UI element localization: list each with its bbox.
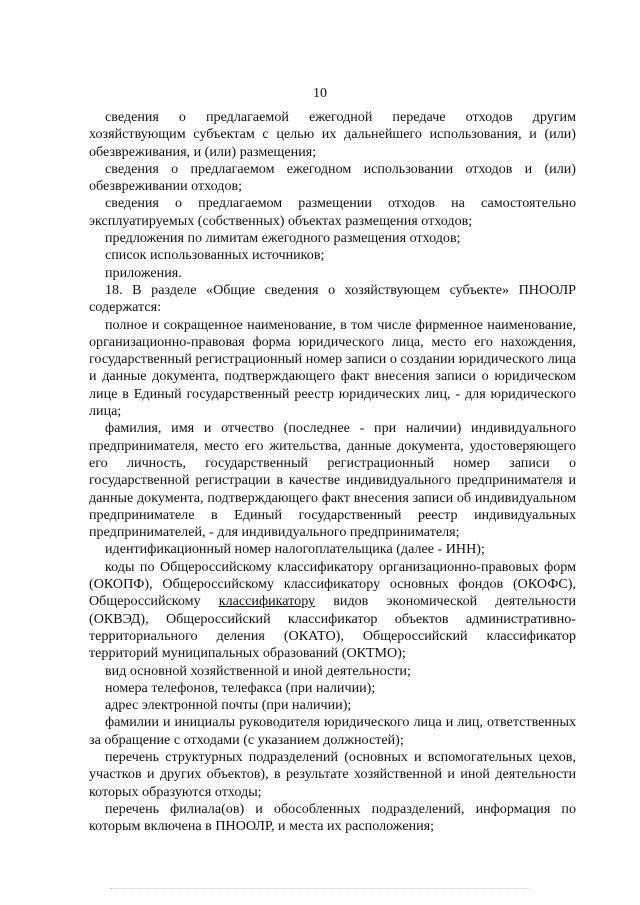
page-number: 10 <box>313 86 327 101</box>
classifier-text-before: коды по Общероссийскому классификатору организационно-правовых форм (ОКОПФ), Общероссийскому классификатору основных фондов (ОКОФС), Общероссийскому <box>89 558 576 610</box>
paragraph-appendices: приложения. <box>105 264 182 281</box>
paragraph-waste-transfer: сведения о предлагаемой ежегодной передаче отходов другим хозяйствующим субъектам с целью их дальнейшего использования, и (или) обезвреживания, и (или) размещения; <box>89 109 576 160</box>
paragraph-responsible-persons: фамилии и инициалы руководителя юридического лица и лиц, ответственных за обращение с отходами (с указанием должностей); <box>89 714 576 748</box>
paragraph-sources: список использованных источников; <box>105 247 325 264</box>
paragraph-waste-placement: сведения о предлагаемом размещении отходов на самостоятельно эксплуатируемых (собственных) объектах размещения отходов; <box>89 195 576 229</box>
document-body <box>89 109 576 835</box>
paragraph-legal-entity: полное и сокращенное наименование, в том числе фирменное наименование, организационно-правовая форма юридического лица, место его нахождения, государственный регистрационный номер записи о создании юридического лица и данные документа, подтверждающего факт внесения записи о юридическом лице в Единый государственный реестр юридических лиц, - для юридического лица; <box>89 316 576 420</box>
paragraph-email: адрес электронной почты (при наличии); <box>105 697 352 714</box>
paragraph-limit-proposals: предложения по лимитам ежегодного размещения отходов; <box>105 230 461 247</box>
paragraph-branches: перечень филиала(ов) и обособленных подразделений, информация по которым включена в ПНООЛР, и места их расположения; <box>89 800 576 835</box>
classifier-link[interactable]: классификатору <box>218 593 316 610</box>
paragraph-individual-entrepreneur: фамилия, имя и отчество (последнее - при наличии) индивидуального предпринимателя, место его жительства, данные документа, удостоверяющего его личность, государственный регистрационный номер записи о государственной регистрации в качестве индивидуального предпринимателя и данные документа, подтверждающего факт внесения записи об индивидуальном предпринимателе в Единый государственный реестр индивидуальных предпринимателей, - для индивидуального предпринимателя; <box>89 420 576 541</box>
classifier-text-after: видов экономической деятельности (ОКВЭД), Общероссийский классификатор объектов административно-территориального деления (ОКАТО), Общероссийский классификатор территорий муниципальных образований (ОКТМО); <box>89 593 576 662</box>
paragraph-inn: идентификационный номер налогоплательщика (далее - ИНН); <box>105 541 485 558</box>
paragraph-activity-type: вид основной хозяйственной и иной деятельности; <box>105 662 411 679</box>
paragraph-structural-units: перечень структурных подразделений (основных и вспомогательных цехов, участков и других объектов), в результате хозяйственной и иной деятельности которых образуются отходы; <box>89 748 576 800</box>
paragraph-waste-use: сведения о предлагаемом ежегодном использовании отходов и (или) обезвреживании отходов; <box>89 160 576 195</box>
paragraph-phone-numbers: номера телефонов, телефакса (при наличии); <box>105 679 376 696</box>
paragraph-classifier-codes <box>89 559 576 663</box>
paragraph-section-18: 18. В разделе «Общие сведения о хозяйствующем субъекте» ПНООЛР содержатся: <box>89 281 576 316</box>
scan-artifact-line <box>110 888 530 889</box>
